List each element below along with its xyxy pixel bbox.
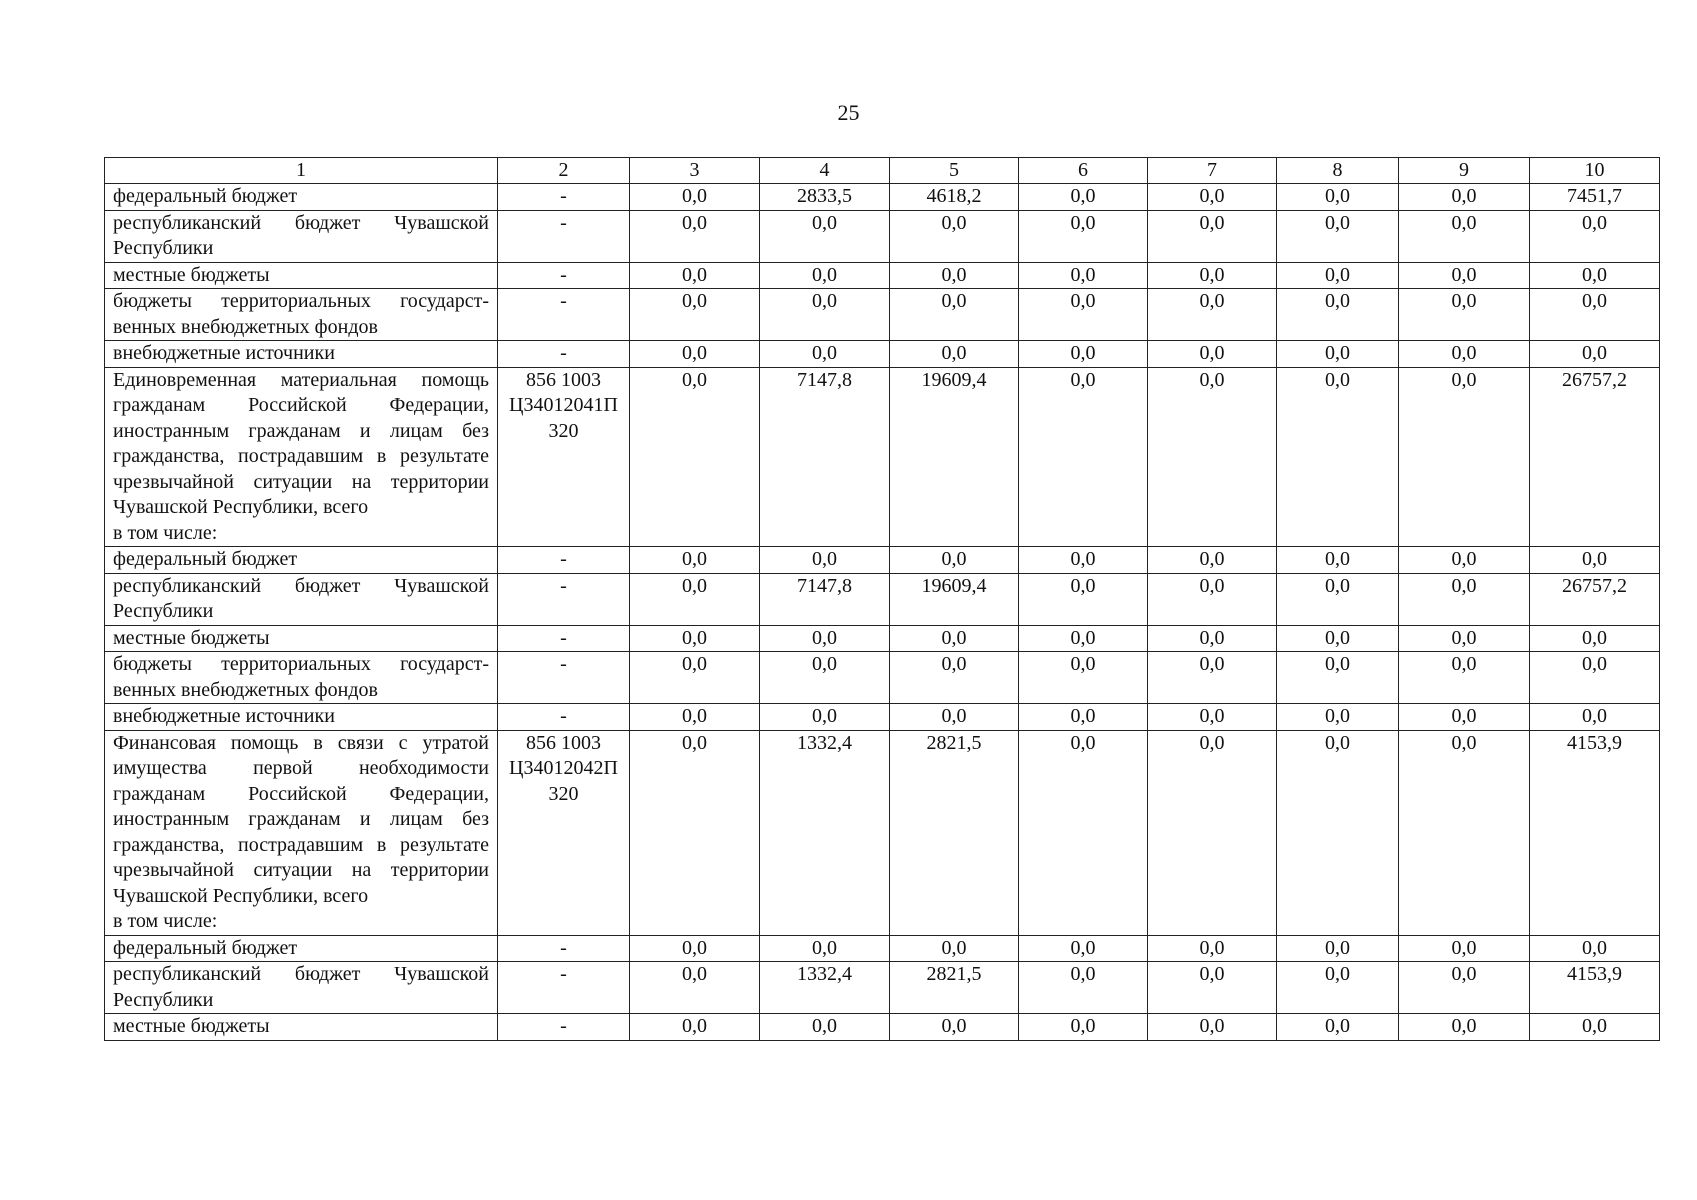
value-cell-col-5: 0,0 bbox=[890, 652, 1019, 704]
value-cell-col-6: 0,0 bbox=[1019, 289, 1148, 341]
value-cell-col-5: 19609,4 bbox=[890, 367, 1019, 547]
value-cell-col-3: 0,0 bbox=[630, 184, 760, 211]
column-number-1: 1 bbox=[105, 158, 498, 184]
value-cell-col-4: 2833,5 bbox=[760, 184, 890, 211]
value-cell-col-4: 0,0 bbox=[760, 341, 890, 368]
value-cell-col-8: 0,0 bbox=[1277, 367, 1399, 547]
table-row bbox=[105, 625, 1660, 652]
value-cell-col-8: 0,0 bbox=[1277, 262, 1399, 289]
value-cell-col-5: 0,0 bbox=[890, 289, 1019, 341]
budget-code-cell: 856 1003 Ц34012041П 320 bbox=[498, 367, 630, 547]
value-cell-col-4: 0,0 bbox=[760, 625, 890, 652]
column-number-5: 5 bbox=[890, 158, 1019, 184]
value-cell-col-3: 0,0 bbox=[630, 935, 760, 962]
value-cell-col-4: 0,0 bbox=[760, 704, 890, 731]
value-cell-col-6: 0,0 bbox=[1019, 962, 1148, 1014]
row-name-cell bbox=[105, 184, 498, 211]
column-number-3: 3 bbox=[630, 158, 760, 184]
row-name: местные бюджеты bbox=[113, 1015, 270, 1037]
row-name-cell bbox=[105, 262, 498, 289]
value-cell-col-8: 0,0 bbox=[1277, 341, 1399, 368]
value-cell-col-10: 0,0 bbox=[1530, 1014, 1660, 1041]
value-cell-col-7: 0,0 bbox=[1148, 210, 1277, 262]
value-cell-col-7: 0,0 bbox=[1148, 962, 1277, 1014]
value-cell-col-8: 0,0 bbox=[1277, 1014, 1399, 1041]
column-number-4: 4 bbox=[760, 158, 890, 184]
table-row bbox=[105, 935, 1660, 962]
table-row bbox=[105, 341, 1660, 368]
row-name: республиканский бюджет Чувашской Республики bbox=[113, 211, 489, 259]
value-cell-col-4: 1332,4 bbox=[760, 962, 890, 1014]
value-cell-col-10: 4153,9 bbox=[1530, 962, 1660, 1014]
value-cell-col-9: 0,0 bbox=[1399, 652, 1530, 704]
column-number-7: 7 bbox=[1148, 158, 1277, 184]
row-name: бюджеты территориальных государственных внебюджетных фондов bbox=[113, 653, 489, 701]
row-name: бюджеты территориальных государственных внебюджетных фондов bbox=[113, 290, 489, 338]
value-cell-col-7: 0,0 bbox=[1148, 184, 1277, 211]
table-row bbox=[105, 573, 1660, 625]
value-cell-col-8: 0,0 bbox=[1277, 625, 1399, 652]
row-name: федеральный бюджет bbox=[113, 548, 298, 570]
value-cell-col-8: 0,0 bbox=[1277, 652, 1399, 704]
row-name: внебюджетные источники bbox=[113, 705, 335, 727]
row-name-cell bbox=[105, 730, 498, 935]
value-cell-col-4: 1332,4 bbox=[760, 730, 890, 935]
value-cell-col-9: 0,0 bbox=[1399, 210, 1530, 262]
value-cell-col-4: 0,0 bbox=[760, 262, 890, 289]
row-name-cell bbox=[105, 210, 498, 262]
value-cell-col-4: 0,0 bbox=[760, 289, 890, 341]
budget-code-cell: 856 1003 Ц34012042П 320 bbox=[498, 730, 630, 935]
value-cell-col-6: 0,0 bbox=[1019, 341, 1148, 368]
value-cell-col-3: 0,0 bbox=[630, 625, 760, 652]
value-cell-col-6: 0,0 bbox=[1019, 730, 1148, 935]
value-cell-col-7: 0,0 bbox=[1148, 935, 1277, 962]
value-cell-col-9: 0,0 bbox=[1399, 367, 1530, 547]
value-cell-col-10: 0,0 bbox=[1530, 262, 1660, 289]
budget-code-cell: - bbox=[498, 547, 630, 574]
value-cell-col-6: 0,0 bbox=[1019, 935, 1148, 962]
row-name-cell bbox=[105, 625, 498, 652]
value-cell-col-10: 0,0 bbox=[1530, 935, 1660, 962]
value-cell-col-8: 0,0 bbox=[1277, 935, 1399, 962]
column-number-9: 9 bbox=[1399, 158, 1530, 184]
budget-table bbox=[104, 157, 1660, 1041]
value-cell-col-3: 0,0 bbox=[630, 289, 760, 341]
value-cell-col-5: 4618,2 bbox=[890, 184, 1019, 211]
table-row bbox=[105, 652, 1660, 704]
budget-code-cell: - bbox=[498, 935, 630, 962]
value-cell-col-9: 0,0 bbox=[1399, 341, 1530, 368]
value-cell-col-8: 0,0 bbox=[1277, 547, 1399, 574]
value-cell-col-10: 26757,2 bbox=[1530, 573, 1660, 625]
page-number: 25 bbox=[837, 100, 860, 125]
row-name-cell bbox=[105, 547, 498, 574]
value-cell-col-9: 0,0 bbox=[1399, 184, 1530, 211]
value-cell-col-3: 0,0 bbox=[630, 262, 760, 289]
table-row bbox=[105, 547, 1660, 574]
column-number-2: 2 bbox=[498, 158, 630, 184]
value-cell-col-7: 0,0 bbox=[1148, 367, 1277, 547]
value-cell-col-10: 0,0 bbox=[1530, 704, 1660, 731]
value-cell-col-8: 0,0 bbox=[1277, 730, 1399, 935]
value-cell-col-4: 0,0 bbox=[760, 1014, 890, 1041]
value-cell-col-6: 0,0 bbox=[1019, 367, 1148, 547]
value-cell-col-9: 0,0 bbox=[1399, 935, 1530, 962]
value-cell-col-9: 0,0 bbox=[1399, 547, 1530, 574]
budget-code-cell: - bbox=[498, 625, 630, 652]
value-cell-col-7: 0,0 bbox=[1148, 289, 1277, 341]
value-cell-col-9: 0,0 bbox=[1399, 704, 1530, 731]
value-cell-col-5: 0,0 bbox=[890, 1014, 1019, 1041]
row-name-cell bbox=[105, 935, 498, 962]
value-cell-col-5: 0,0 bbox=[890, 547, 1019, 574]
value-cell-col-7: 0,0 bbox=[1148, 573, 1277, 625]
value-cell-col-9: 0,0 bbox=[1399, 1014, 1530, 1041]
value-cell-col-4: 7147,8 bbox=[760, 573, 890, 625]
value-cell-col-4: 0,0 bbox=[760, 652, 890, 704]
row-name-cell bbox=[105, 652, 498, 704]
value-cell-col-10: 7451,7 bbox=[1530, 184, 1660, 211]
row-name-cell bbox=[105, 962, 498, 1014]
value-cell-col-7: 0,0 bbox=[1148, 625, 1277, 652]
value-cell-col-10: 0,0 bbox=[1530, 341, 1660, 368]
value-cell-col-10: 0,0 bbox=[1530, 547, 1660, 574]
value-cell-col-7: 0,0 bbox=[1148, 704, 1277, 731]
row-name-cell bbox=[105, 289, 498, 341]
value-cell-col-6: 0,0 bbox=[1019, 625, 1148, 652]
row-name-cell bbox=[105, 573, 498, 625]
value-cell-col-6: 0,0 bbox=[1019, 262, 1148, 289]
value-cell-col-8: 0,0 bbox=[1277, 210, 1399, 262]
value-cell-col-5: 19609,4 bbox=[890, 573, 1019, 625]
value-cell-col-3: 0,0 bbox=[630, 210, 760, 262]
value-cell-col-6: 0,0 bbox=[1019, 652, 1148, 704]
value-cell-col-7: 0,0 bbox=[1148, 652, 1277, 704]
value-cell-col-3: 0,0 bbox=[630, 1014, 760, 1041]
value-cell-col-3: 0,0 bbox=[630, 547, 760, 574]
value-cell-col-8: 0,0 bbox=[1277, 289, 1399, 341]
row-name: местные бюджеты bbox=[113, 626, 270, 649]
table-row bbox=[105, 210, 1660, 262]
value-cell-col-9: 0,0 bbox=[1399, 289, 1530, 341]
value-cell-col-8: 0,0 bbox=[1277, 704, 1399, 731]
value-cell-col-8: 0,0 bbox=[1277, 573, 1399, 625]
value-cell-col-3: 0,0 bbox=[630, 573, 760, 625]
budget-code-cell: - bbox=[498, 210, 630, 262]
table-row bbox=[105, 962, 1660, 1014]
value-cell-col-6: 0,0 bbox=[1019, 210, 1148, 262]
column-number-10: 10 bbox=[1530, 158, 1660, 184]
value-cell-col-4: 0,0 bbox=[760, 935, 890, 962]
budget-code-cell: - bbox=[498, 962, 630, 1014]
table-row bbox=[105, 184, 1660, 211]
budget-code-cell: - bbox=[498, 262, 630, 289]
column-number-6: 6 bbox=[1019, 158, 1148, 184]
value-cell-col-9: 0,0 bbox=[1399, 262, 1530, 289]
column-numbers-header bbox=[105, 158, 1660, 184]
row-name: местные бюджеты bbox=[113, 263, 270, 286]
budget-code-cell: - bbox=[498, 1014, 630, 1041]
value-cell-col-4: 0,0 bbox=[760, 547, 890, 574]
value-cell-col-8: 0,0 bbox=[1277, 962, 1399, 1014]
value-cell-col-6: 0,0 bbox=[1019, 1014, 1148, 1041]
table-row bbox=[105, 367, 1660, 547]
value-cell-col-3: 0,0 bbox=[630, 652, 760, 704]
value-cell-col-10: 26757,2 bbox=[1530, 367, 1660, 547]
value-cell-col-7: 0,0 bbox=[1148, 1014, 1277, 1041]
value-cell-col-5: 0,0 bbox=[890, 341, 1019, 368]
value-cell-col-10: 0,0 bbox=[1530, 652, 1660, 704]
row-name-cell bbox=[105, 704, 498, 731]
value-cell-col-5: 2821,5 bbox=[890, 730, 1019, 935]
value-cell-col-7: 0,0 bbox=[1148, 547, 1277, 574]
row-name: федеральный бюджет bbox=[113, 185, 298, 207]
row-name-cell bbox=[105, 1014, 498, 1041]
row-name-cell bbox=[105, 341, 498, 368]
row-name-cell bbox=[105, 367, 498, 547]
table-row bbox=[105, 289, 1660, 341]
value-cell-col-5: 2821,5 bbox=[890, 962, 1019, 1014]
value-cell-col-6: 0,0 bbox=[1019, 573, 1148, 625]
budget-code-cell: - bbox=[498, 573, 630, 625]
row-name: Единовременная материальная помощь гражданам Российской Федерации, иностранным гражданам и лицам без гражданства, пострадавшим в результате чрезвычайной ситуации на территории Чувашской Республики, всего bbox=[113, 368, 489, 518]
value-cell-col-9: 0,0 bbox=[1399, 625, 1530, 652]
value-cell-col-5: 0,0 bbox=[890, 704, 1019, 731]
table-row bbox=[105, 704, 1660, 731]
budget-code-cell: - bbox=[498, 704, 630, 731]
row-name-tail: в том числе: bbox=[113, 521, 218, 544]
value-cell-col-5: 0,0 bbox=[890, 262, 1019, 289]
value-cell-col-3: 0,0 bbox=[630, 367, 760, 547]
value-cell-col-4: 0,0 bbox=[760, 210, 890, 262]
row-name: Финансовая помощь в связи с утратой имущества первой необходимости гражданам Российской Федерации, иностранным гражданам и лицам без гражданства, пострадавшим в результате чрезвычайной ситуации на территории Чувашской Республики, всего bbox=[113, 731, 489, 907]
table-row bbox=[105, 730, 1660, 935]
value-cell-col-8: 0,0 bbox=[1277, 184, 1399, 211]
value-cell-col-7: 0,0 bbox=[1148, 730, 1277, 935]
value-cell-col-5: 0,0 bbox=[890, 625, 1019, 652]
value-cell-col-3: 0,0 bbox=[630, 341, 760, 368]
value-cell-col-3: 0,0 bbox=[630, 962, 760, 1014]
value-cell-col-3: 0,0 bbox=[630, 704, 760, 731]
row-name: республиканский бюджет Чувашской Республики bbox=[113, 963, 489, 1011]
column-number-8: 8 bbox=[1277, 158, 1399, 184]
row-name: федеральный бюджет bbox=[113, 936, 298, 959]
value-cell-col-10: 0,0 bbox=[1530, 289, 1660, 341]
value-cell-col-3: 0,0 bbox=[630, 730, 760, 935]
row-name: внебюджетные источники bbox=[113, 342, 335, 364]
value-cell-col-10: 0,0 bbox=[1530, 625, 1660, 652]
value-cell-col-5: 0,0 bbox=[890, 210, 1019, 262]
budget-code-cell: - bbox=[498, 289, 630, 341]
value-cell-col-6: 0,0 bbox=[1019, 704, 1148, 731]
table-row bbox=[105, 262, 1660, 289]
value-cell-col-5: 0,0 bbox=[890, 935, 1019, 962]
table-row bbox=[105, 1014, 1660, 1041]
row-name-tail: в том числе: bbox=[113, 910, 218, 932]
value-cell-col-6: 0,0 bbox=[1019, 547, 1148, 574]
value-cell-col-7: 0,0 bbox=[1148, 341, 1277, 368]
value-cell-col-9: 0,0 bbox=[1399, 573, 1530, 625]
value-cell-col-9: 0,0 bbox=[1399, 730, 1530, 935]
value-cell-col-4: 7147,8 bbox=[760, 367, 890, 547]
value-cell-col-7: 0,0 bbox=[1148, 262, 1277, 289]
budget-code-cell: - bbox=[498, 184, 630, 211]
value-cell-col-6: 0,0 bbox=[1019, 184, 1148, 211]
budget-code-cell: - bbox=[498, 341, 630, 368]
value-cell-col-10: 0,0 bbox=[1530, 210, 1660, 262]
value-cell-col-10: 4153,9 bbox=[1530, 730, 1660, 935]
budget-code-cell: - bbox=[498, 652, 630, 704]
value-cell-col-9: 0,0 bbox=[1399, 962, 1530, 1014]
row-name: республиканский бюджет Чувашской Республики bbox=[113, 574, 489, 622]
